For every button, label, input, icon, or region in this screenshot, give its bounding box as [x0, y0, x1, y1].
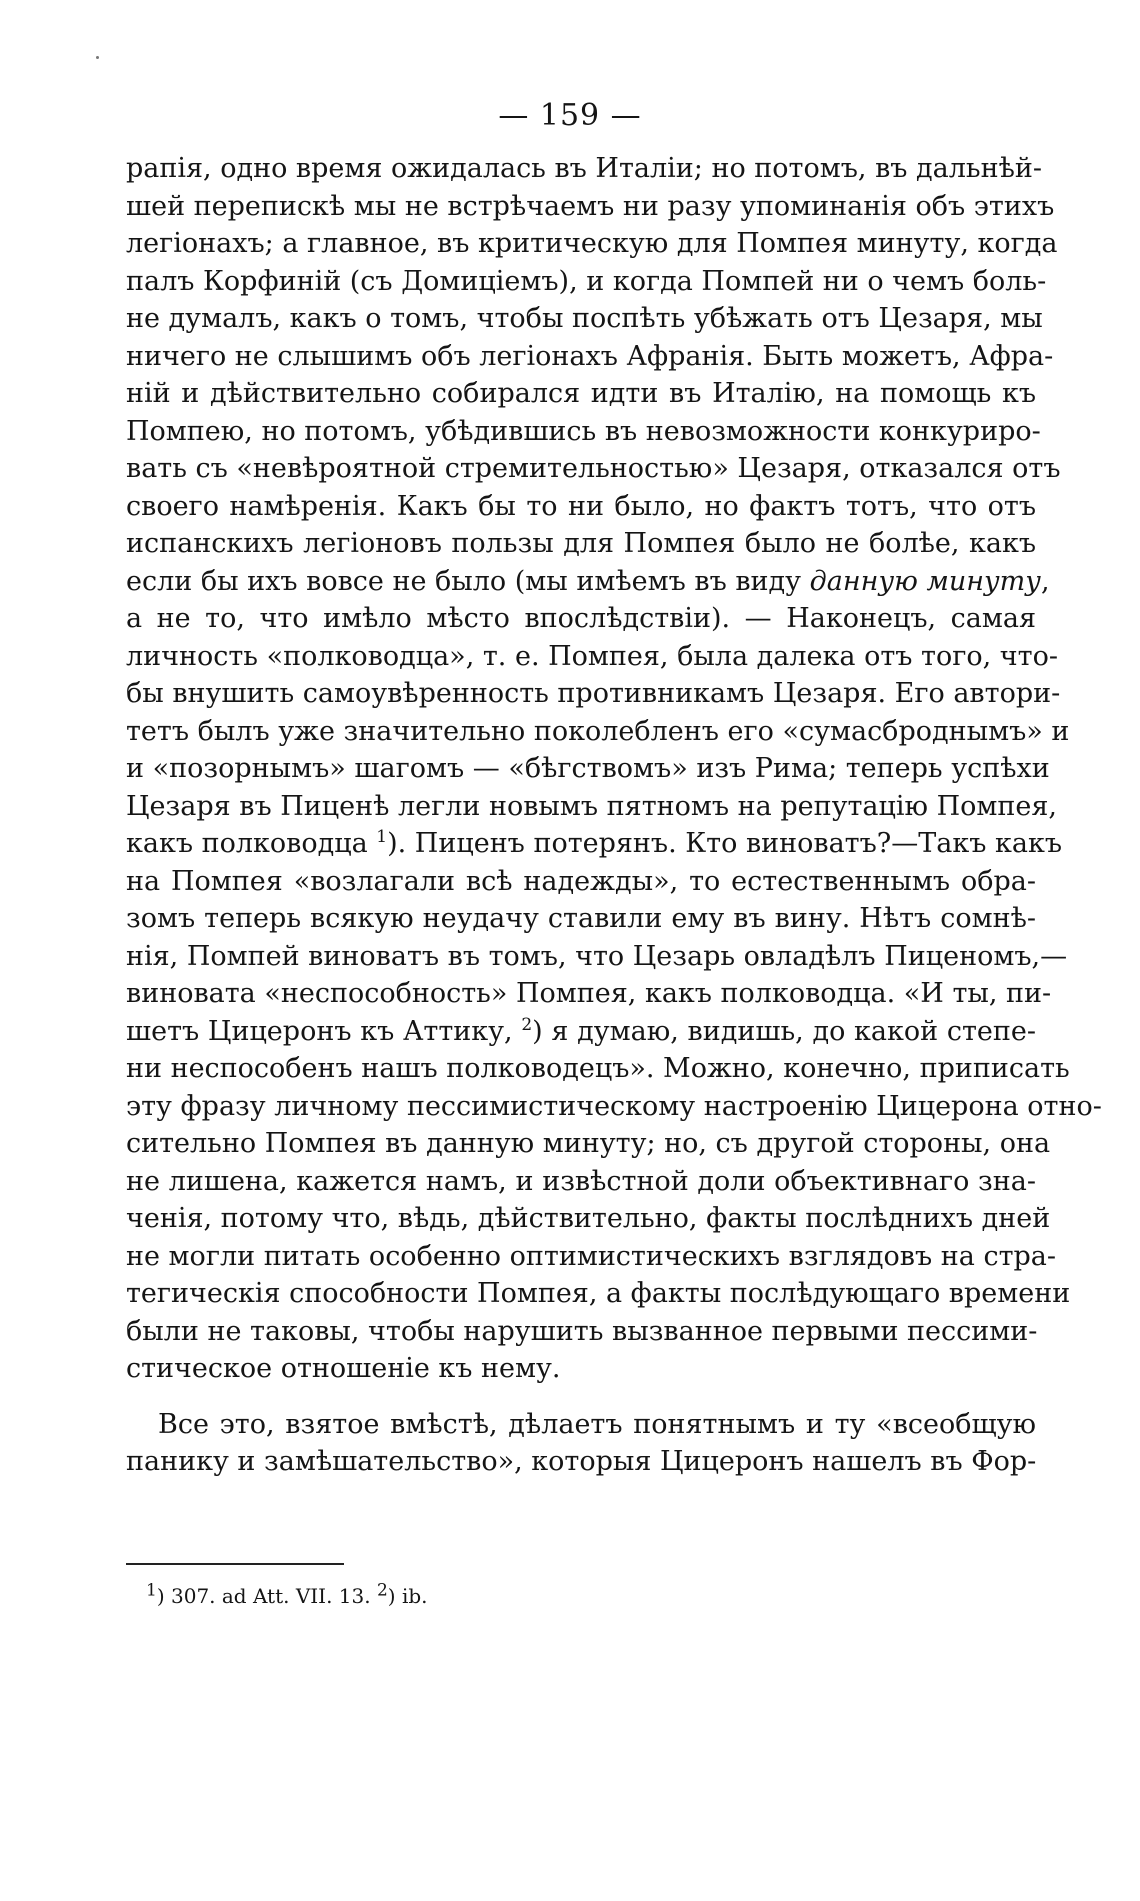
text-line: бы внушить самоувѣренность противникамъ Цезаря. Его автори- [126, 678, 1061, 709]
text-line: вать съ «невѣроятной стремительностью» Цезаря, отказался отъ [126, 453, 1061, 484]
text-line: не думалъ, какъ о томъ, чтобы поспѣть убѣжать отъ Цезаря, мы [126, 303, 1043, 334]
page-number: — 159 — [498, 98, 642, 133]
text-line: своего намѣренія. Какъ бы то ни было, но фактъ тотъ, что отъ [126, 490, 1036, 522]
text-line: сительно Помпея въ данную минуту; но, съ другой стороны, она [126, 1128, 1051, 1159]
footnote-ref-2: 2 [521, 1014, 533, 1035]
text-line: испанскихъ легіоновъ пользы для Помпея было не болѣе, какъ [126, 528, 1036, 559]
footnote-divider [126, 1563, 344, 1565]
text-line: а не то, что имѣло мѣсто впослѣдствіи). — Наконецъ, самая [126, 603, 1036, 634]
footnote-text-2: ) ib. [387, 1584, 428, 1608]
text-line [126, 825, 1063, 863]
text-segment: если бы ихъ вовсе не было (мы имѣемъ въ виду [126, 565, 802, 597]
text-line: ченія, потому что, вѣдь, дѣйствительно, факты послѣднихъ дней [126, 1203, 1051, 1234]
text-line: и «позорнымъ» шагомъ — «бѣгствомъ» изъ Рима; теперь успѣхи [126, 753, 1050, 784]
text-segment: ). Пиценъ потерянъ. Кто виноватъ?—Такъ какъ [387, 828, 1063, 859]
text-line: шей перепискѣ мы не встрѣчаемъ ни разу упоминанія объ этихъ [126, 190, 1055, 222]
body-text [126, 150, 1102, 1481]
text-line: эту фразу личному пессимистическому настроенію Цицерона отно- [126, 1090, 1102, 1122]
text-line: на Помпея «возлагали всѣ надежды», то естественнымъ обра- [126, 865, 1036, 897]
paragraph-2 [126, 1406, 1036, 1481]
text-segment: , [1040, 565, 1050, 597]
paragraph-gap [126, 1388, 1036, 1406]
footnote-mark-1: 1 [146, 1580, 157, 1601]
text-line [126, 563, 1050, 601]
text-line: тетъ былъ уже значительно поколебленъ его «сумасброднымъ» и [126, 715, 1070, 747]
text-line: панику и замѣшательство», которыя Цицеронъ нашелъ въ Фор- [126, 1446, 1037, 1477]
paragraph-1 [126, 150, 1102, 1388]
text-segment: какъ полководца [126, 828, 368, 859]
footnotes [146, 1582, 428, 1610]
text-segment: ) я думаю, видишь, до какой степе- [532, 1015, 1036, 1047]
text-line: виновата «неспособность» Помпея, какъ полководца. «И ты, пи- [126, 978, 1052, 1009]
text-line: нія, Помпей виноватъ въ томъ, что Цезарь овладѣлъ Пиценомъ,— [126, 940, 1068, 972]
text-line: ничего не слышимъ объ легіонахъ Афранія. Быть можетъ, Афра- [126, 340, 1054, 372]
text-line: не могли питать особенно оптимистическихъ взглядовъ на стра- [126, 1240, 1057, 1272]
text-line: рапія, одно время ожидалась въ Италіи; но потомъ, въ дальнѣй- [126, 153, 1043, 184]
paper-speck [96, 56, 99, 59]
footnote-ref-1: 1 [376, 827, 388, 847]
text-line: Цезаря въ Пиценѣ легли новымъ пятномъ на репутацію Помпея, [126, 790, 1057, 822]
footnote-mark-2: 2 [376, 1580, 388, 1601]
text-line: палъ Корфиній (съ Домиціемъ), и когда Помпей ни о чемъ боль- [126, 265, 1047, 297]
text-line: стическое отношеніе къ нему. [126, 1353, 561, 1384]
text-line: ній и дѣйствительно собирался идти въ Италію, на помощь къ [126, 378, 1036, 409]
text-line: не лишена, кажется намъ, и извѣстной доли объективнаго зна- [126, 1165, 1036, 1197]
text-line: Все это, взятое вмѣстѣ, дѣлаетъ понятнымъ и ту «всеобщую [158, 1408, 1036, 1440]
text-line: тегическія способности Помпея, а факты послѣдующаго времени [126, 1278, 1071, 1309]
text-line: зомъ теперь всякую неудачу ставили ему въ вину. Нѣтъ сомнѣ- [126, 903, 1036, 934]
footnote-text-1: ) 307. ad Att. VII. 13. [156, 1584, 371, 1608]
text-line: были не таковы, чтобы нарушить вызванное первыми пессими- [126, 1315, 1038, 1347]
text-line: Помпею, но потомъ, убѣдившись въ невозможности конкуриро- [126, 415, 1041, 447]
text-line [126, 1013, 1036, 1051]
text-line: личность «полководца», т. е. Помпея, была далека отъ того, что- [126, 640, 1058, 672]
italic-emphasis: данную минуту [809, 565, 1041, 597]
text-line: легіонахъ; а главное, въ критическую для Помпея минуту, когда [126, 228, 1058, 259]
text-segment: шетъ Цицеронъ къ Аттику, [126, 1015, 513, 1047]
text-line: ни неспособенъ нашъ полководецъ». Можно, конечно, приписать [126, 1053, 1070, 1084]
